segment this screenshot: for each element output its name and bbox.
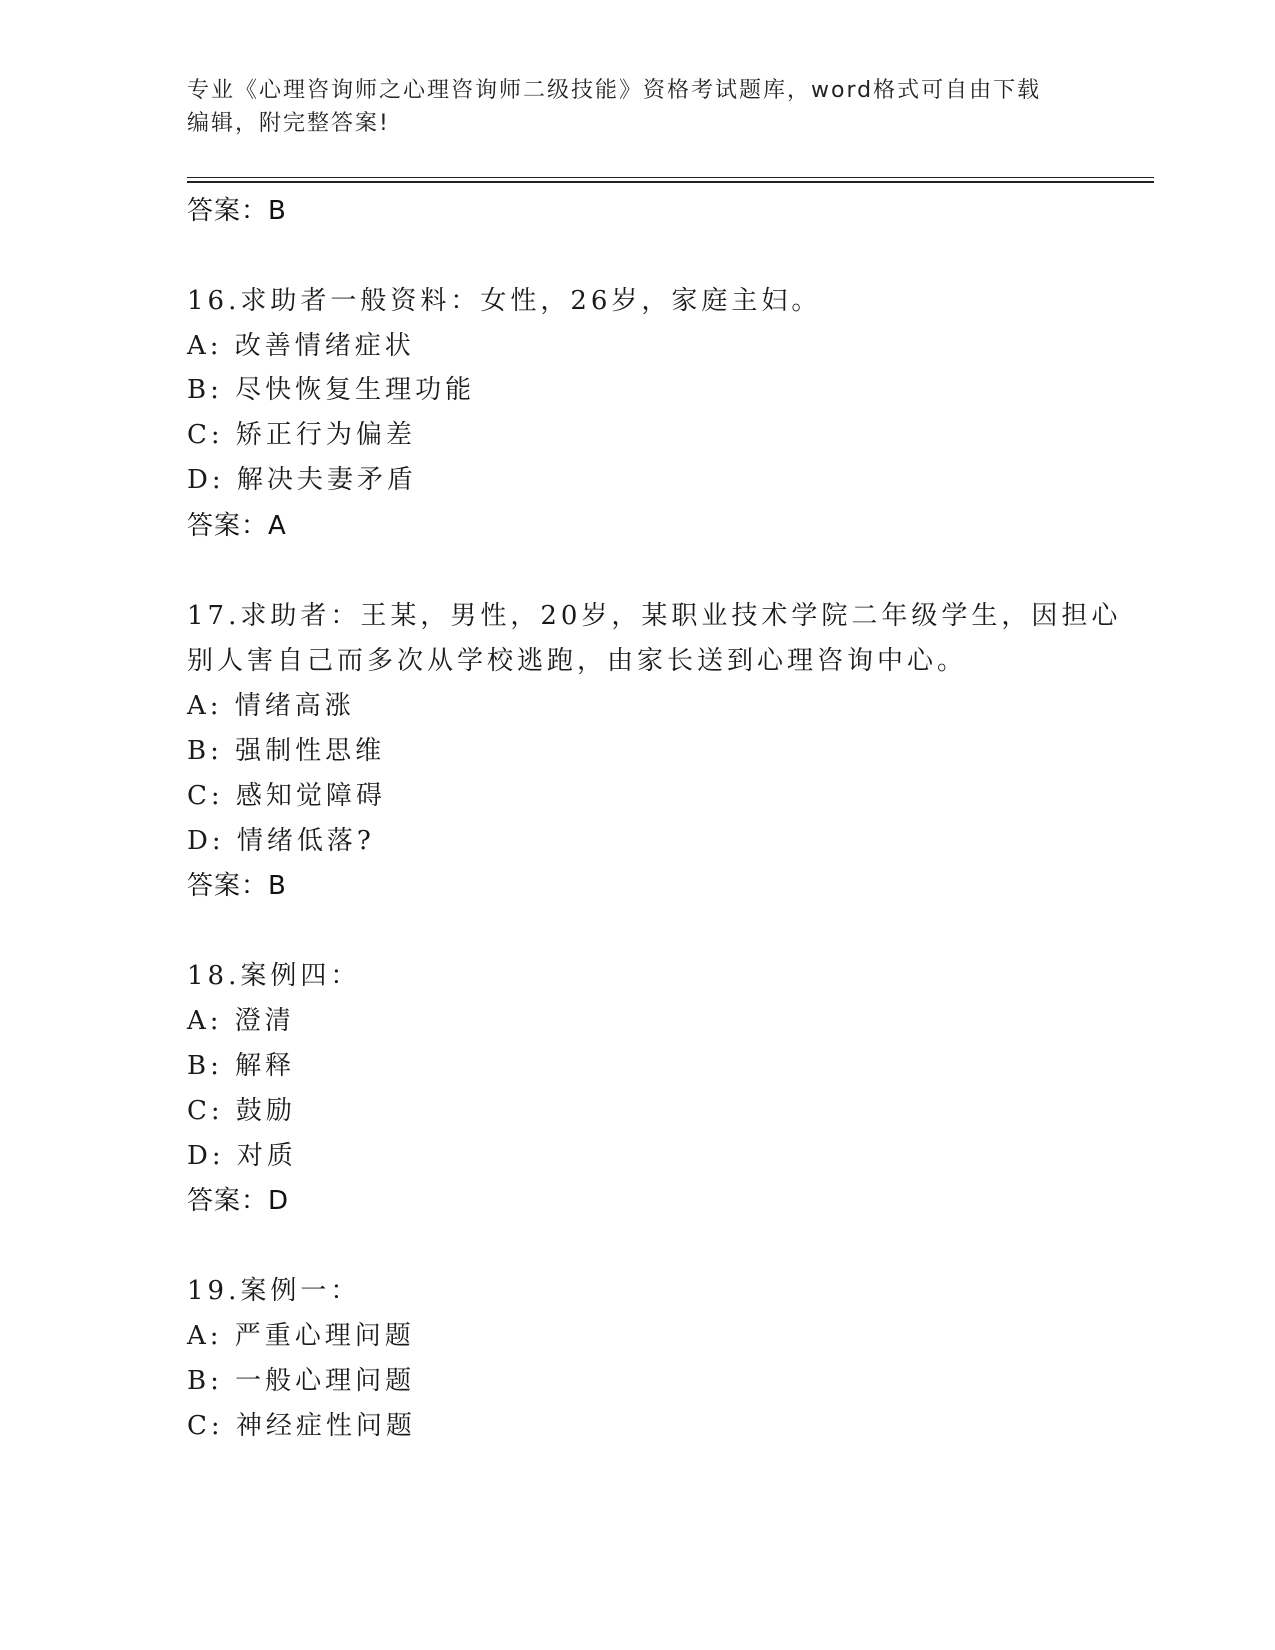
option-16-a: A: 改善情绪症状 xyxy=(187,331,415,361)
option-17-c: C: 感知觉障碍 xyxy=(187,781,386,811)
option-16-c: C: 矫正行为偏差 xyxy=(187,420,416,450)
question-stem-16: 16.求助者一般资料：女性，26岁，家庭主妇。 xyxy=(187,286,822,316)
question-stem-17-line-2: 别人害自己而多次从学校逃跑，由家长送到心理咨询中心。 xyxy=(187,646,968,676)
answer-line-15: 答案：B xyxy=(187,196,287,226)
question-stem-19: 19.案例一： xyxy=(187,1276,361,1306)
option-17-b: B: 强制性思维 xyxy=(187,736,386,766)
header-line-1: 专业《心理咨询师之心理咨询师二级技能》资格考试题库，word格式可自由下载 xyxy=(187,78,1042,103)
option-18-d: D: 对质 xyxy=(187,1141,297,1171)
option-19-b: B: 一般心理问题 xyxy=(187,1366,416,1396)
option-16-d: D: 解决夫妻矛盾 xyxy=(187,465,417,495)
header-divider-thin xyxy=(187,177,1154,178)
answer-line-18: 答案：D xyxy=(187,1186,290,1216)
document-header xyxy=(187,74,1067,140)
answer-line-16: 答案：A xyxy=(187,511,287,541)
option-17-a: A: 情绪高涨 xyxy=(187,691,355,721)
option-17-d: D: 情绪低落? xyxy=(187,826,375,856)
header-line-2: 编辑，附完整答案! xyxy=(187,111,390,136)
option-19-c: C: 神经症性问题 xyxy=(187,1411,416,1441)
option-19-a: A: 严重心理问题 xyxy=(187,1321,415,1351)
header-divider-thick xyxy=(187,181,1154,183)
option-18-b: B: 解释 xyxy=(187,1051,296,1081)
option-16-b: B: 尽快恢复生理功能 xyxy=(187,375,476,405)
option-18-a: A: 澄清 xyxy=(187,1006,295,1036)
question-stem-17-line-1: 17.求助者：王某，男性，20岁，某职业技术学院二年级学生，因担心 xyxy=(187,601,1122,631)
option-18-c: C: 鼓励 xyxy=(187,1096,296,1126)
question-stem-18: 18.案例四： xyxy=(187,961,361,991)
answer-line-17: 答案：B xyxy=(187,871,287,901)
